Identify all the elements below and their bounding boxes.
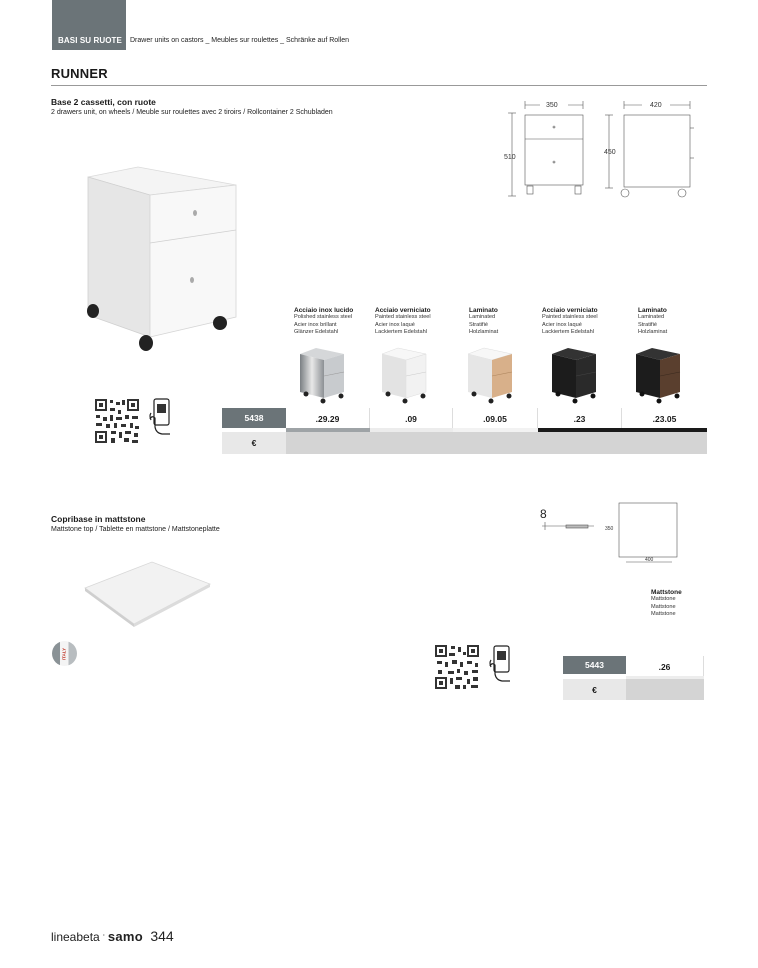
dim-depth-2: 350 (605, 526, 614, 532)
section-subtitle: Drawer units on castors _ Meubles sur roulettes _ Schränke auf Rollen (130, 37, 350, 44)
thumb-painted-white (378, 346, 430, 404)
finish-3: Laminato Laminated Stratifié Holzlaminat (469, 307, 499, 335)
page-number: 344 (150, 928, 174, 944)
thumb-laminate-oak (464, 346, 516, 404)
qr-code-icon-2[interactable] (434, 644, 482, 690)
swatch-bar-4 (538, 428, 622, 432)
price-4: .23 (538, 408, 622, 429)
finish-mattstone: Mattstone Mattstone Mattstone Mattstone (651, 589, 682, 617)
thumb-laminate-walnut (632, 346, 684, 404)
product2-image (82, 558, 214, 630)
price-2: .09 (370, 408, 453, 429)
footer-brand (51, 928, 174, 944)
swatch-bar-3 (453, 428, 538, 432)
finish-4: Acciaio verniciato Painted stainless steel Acier inox laqué Lackiertem Edelstahl (542, 307, 598, 335)
finish-2: Acciaio verniciato Painted stainless steel Acier inox laqué Lackiertem Edelstahl (375, 307, 431, 335)
swatch-bar-2 (370, 428, 453, 432)
price-5: .23.05 (652, 413, 677, 424)
product2-description: Mattstone top / Tablette en mattstone / Mattstoneplatte (51, 526, 220, 533)
top-drawing (538, 500, 688, 570)
product1-price-band (286, 432, 707, 454)
product1-description: 2 drawers unit, on wheels / Meuble sur roulettes avec 2 tiroirs / Rollcontainer 2 Schubladen (51, 109, 333, 116)
price-3: .09.05 (453, 408, 538, 429)
product2-price-band (626, 679, 704, 700)
dim-width: 350 (546, 102, 558, 109)
swatch-bar-1 (286, 428, 370, 432)
product2-price: .26 (626, 656, 704, 677)
phone-scan-icon (148, 397, 176, 437)
dim-height: 510 (504, 154, 516, 161)
finish-5: Laminato Laminated Stratifié Holzlaminat (638, 307, 668, 335)
price-1: .29.29 (286, 408, 370, 429)
brand-lineabeta: lineabeta (51, 930, 100, 944)
brand-samo: samo (107, 929, 143, 944)
qr-code-icon[interactable] (94, 398, 142, 444)
phone-scan-icon-2 (488, 644, 516, 684)
swatch-bar-5 (622, 428, 707, 432)
collection-title: RUNNER (51, 66, 108, 81)
dim-inner-height: 450 (604, 149, 616, 156)
product1-title: Base 2 cassetti, con ruote (51, 97, 156, 107)
dim-width-2: 400 (645, 557, 654, 563)
product1-currency: € (222, 432, 286, 454)
product1-image (80, 165, 240, 355)
product1-code: 5438 (222, 408, 286, 428)
product2-code: 5443 (563, 656, 626, 674)
section-tab-label: BASI SU RUOTE (58, 36, 122, 45)
thumb-polished-steel (296, 346, 348, 404)
finish-1: Acciaio inox lucido Polished stainless steel Acier inox brillant Glänzer Edelstahl (294, 307, 354, 335)
dim-depth: 420 (650, 102, 662, 109)
italy-badge-label: ITALY (61, 647, 67, 661)
divider (51, 85, 707, 86)
product2-title: Copribase in mattstone (51, 514, 146, 524)
dim-thickness: 8 (540, 507, 547, 521)
product2-currency: € (563, 679, 626, 700)
brand-dot: • (103, 932, 105, 937)
thumb-painted-black (548, 346, 600, 404)
